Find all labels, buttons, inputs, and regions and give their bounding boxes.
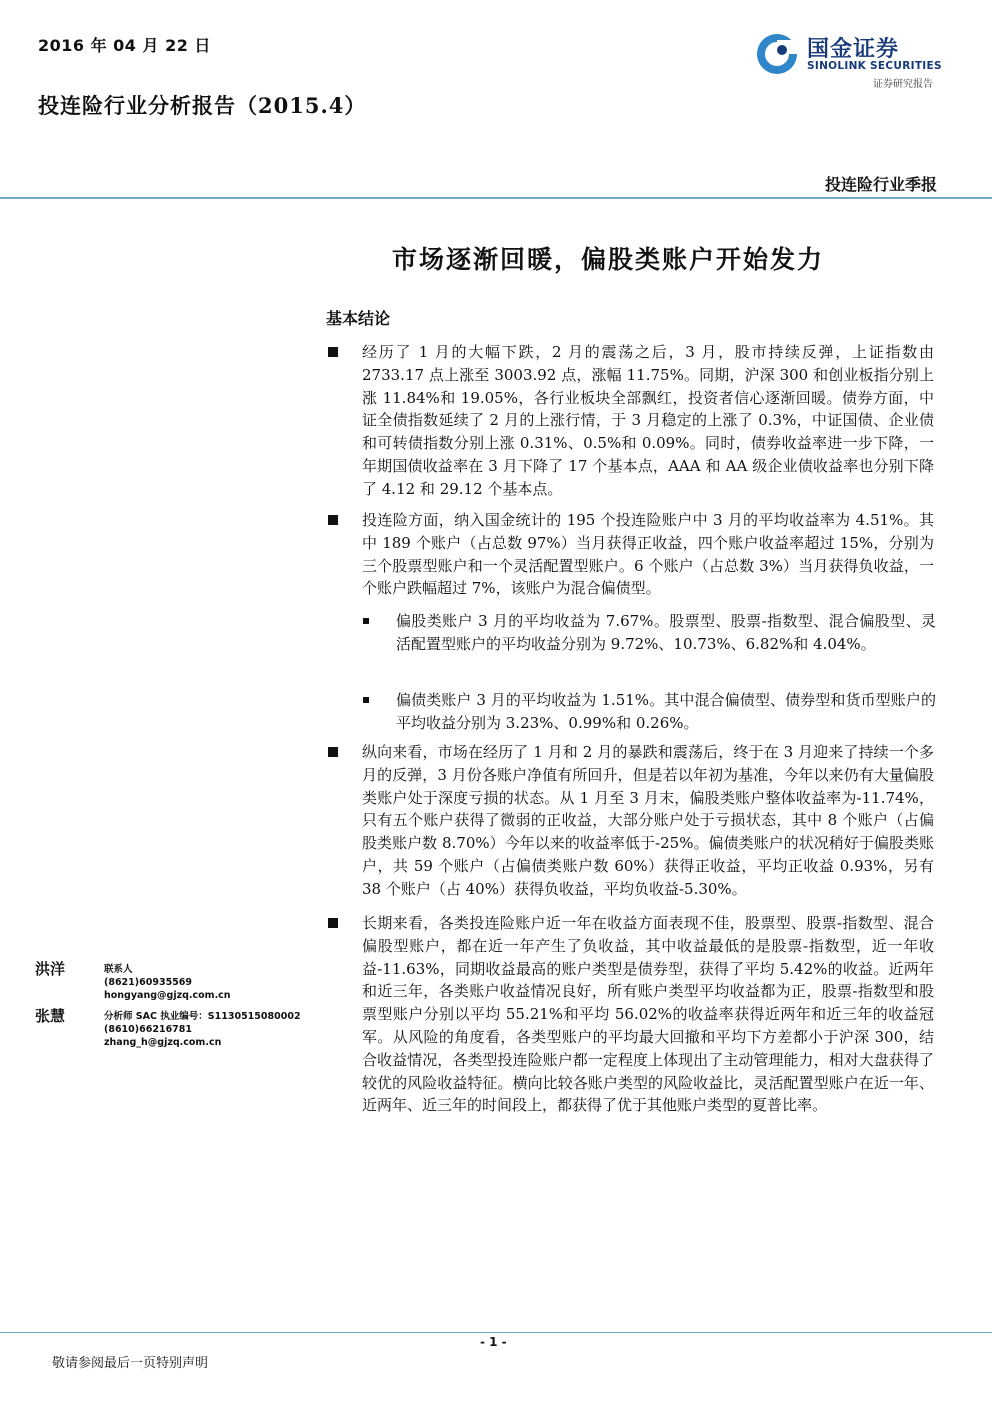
analyst-role: 分析师 SAC 执业编号：S1130515080002	[104, 1011, 301, 1022]
sub-paragraph-bond: 偏债类账户 3 月的平均收益为 1.51%。其中混合偏债型、债券型和货币型账户的平均收益分别为 3.23%、0.99%和 0.26%。	[396, 691, 936, 732]
conclusion-paragraph-2: 投连险方面，纳入国金统计的 195 个投连险账户中 3 月的平均收益率为 4.51%。其中 189 个账户（占总数 97%）当月获得正收益，四个账户收益率超过 15%，分别为三个股票型账户和一个灵活配置型账户。6 个账户（占总数 3%）当月获得负收益，一个账户跌幅超过 7%，该账户为混合偏债型。	[362, 511, 934, 598]
analyst-phone: (8621)60935569	[104, 977, 193, 988]
analyst-phone: (8610)66216781	[104, 1024, 193, 1035]
report-title: 投连险行业分析报告（2015.4）	[38, 93, 367, 118]
bullet-marker	[328, 347, 338, 357]
bullet-marker	[328, 747, 338, 757]
analyst-email[interactable]: hongyang@gjzq.com.cn	[104, 990, 231, 1001]
report-type: 投连险行业季报	[824, 175, 937, 194]
disclaimer-note: 敬请参阅最后一页特别声明	[52, 1356, 209, 1371]
logo-chinese-name: 国金证券	[807, 37, 900, 62]
conclusion-paragraph-1: 经历了 1 月的大幅下跌，2 月的震荡之后，3 月，股市持续反弹，上证指数由 2733.17 点上涨至 3003.92 点，涨幅 11.75%。同期，沪深 300 和创业板指分别上涨 11.84%和 19.05%，各行业板块全部飘红，投资者信心逐渐回暖。债券方面，中证全债指数延续了 2 月的上涨行情，于 3 月稳定的上涨了 0.3%，中证国债、企业债和可转债指数分别上涨 0.31%、0.5%和 0.09%。同时，债券收益率进一步下降，一年期国债收益率在 3 月下降了 17 个基本点，AAA 和 AA 级企业债收益率也分别下降了 4.12 和 29.12 个基本点。	[362, 343, 934, 498]
report-date: 2016 年 04 月 22 日	[38, 36, 211, 55]
sub-bullet-marker	[363, 697, 369, 703]
analyst-name: 洪洋	[35, 960, 66, 978]
headline: 市场逐渐回暖，偏股类账户开始发力	[392, 245, 825, 274]
logo-subtitle: 证券研究报告	[873, 79, 933, 90]
logo-english-name: SINOLINK SECURITIES	[807, 60, 942, 72]
bullet-marker	[328, 515, 338, 525]
analyst-contact	[104, 1010, 301, 1049]
conclusion-paragraph-4: 长期来看，各类投连险账户近一年在收益方面表现不佳，股票型、股票-指数型、混合偏股型账户，都在近一年产生了负收益，其中收益最低的是股票-指数型，近一年收益-11.63%，同期收益最高的账户类型是债券型，获得了平均 5.42%的收益。近两年和近三年，各类账户收益情况良好，所有账户类型平均收益都为正，股票-指数型和股票型账户分别以平均 55.21%和平均 56.02%的收益率获得近两年和近三年的收益冠军。从风险的角度看，各类型账户的平均最大回撤和平均下方差都小于沪深 300，结合收益情况，各类型投连险账户都一定程度上体现出了主动管理能力，相对大盘获得了较优的风险收益特征。横向比较各账户类型的风险收益比，灵活配置型账户在近一年、近两年、近三年的时间段上，都获得了优于其他账户类型的夏普比率。	[362, 914, 934, 1115]
analyst-contact	[104, 963, 231, 1002]
conclusion-paragraph-3: 纵向来看，市场在经历了 1 月和 2 月的暴跌和震荡后，终于在 3 月迎来了持续一个多月的反弹，3 月份各账户净值有所回升，但是若以年初为基准，今年以来仍有大量偏股类账户处于深度亏损的状态。从 1 月至 3 月末，偏股类账户整体收益率为-11.74%，只有五个账户获得了微弱的正收益，大部分账户处于亏损状态，其中 8 个账户（占偏股类账户数 8.70%）今年以来的收益率低于-25%。偏债类账户的状况稍好于偏股类账户，共 59 个账户（占偏债类账户数 60%）获得正收益，平均正收益 0.93%，另有 38 个账户（占 40%）获得负收益，平均负收益-5.30%。	[362, 743, 934, 898]
analyst-role: 联系人	[104, 964, 133, 975]
analyst-name: 张慧	[35, 1007, 66, 1025]
company-logo	[755, 30, 955, 90]
analyst-email[interactable]: zhang_h@gjzq.com.cn	[104, 1037, 222, 1048]
bullet-marker	[328, 918, 338, 928]
sinolink-logo-icon	[755, 32, 799, 76]
footer-divider	[0, 1332, 992, 1333]
section-title: 基本结论	[326, 309, 391, 328]
sub-bullet-marker	[363, 618, 369, 624]
sub-paragraph-equity: 偏股类账户 3 月的平均收益为 7.67%。股票型、股票-指数型、混合偏股型、灵活配置型账户的平均收益分别为 9.72%、10.73%、6.82%和 4.04%。	[396, 612, 936, 653]
header-divider	[0, 197, 992, 199]
page-number: - 1 -	[480, 1335, 507, 1349]
